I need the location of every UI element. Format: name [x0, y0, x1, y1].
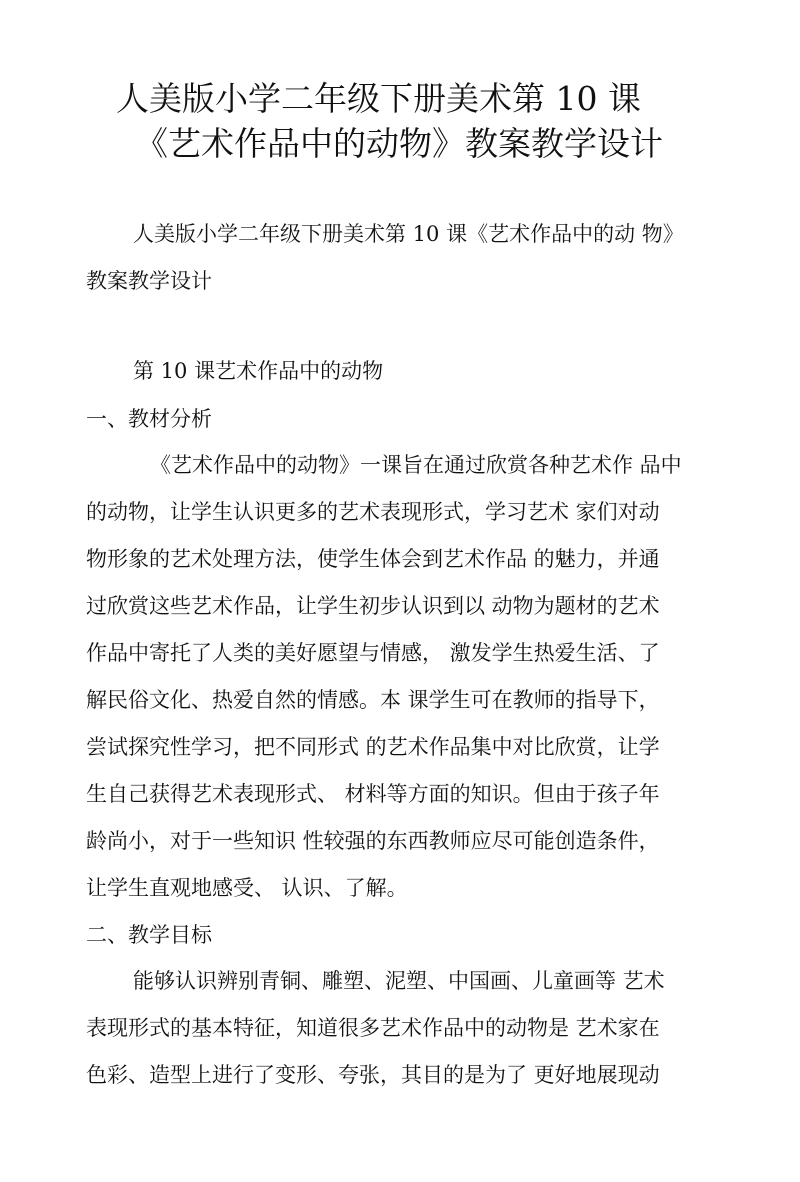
analysis-line-9: 龄尚小，对于一些知识 性较强的东西教师应尽可能创造条件，: [86, 829, 660, 853]
document-title-line-1: 人美版小学二年级下册美术第 10 课: [116, 79, 641, 118]
analysis-line-7: 尝试探究性学习，把不同形式 的艺术作品集中对比欣赏，让学: [86, 735, 660, 759]
analysis-line-4: 过欣赏这些艺术作品，让学生初步认识到以 动物为题材的艺术: [86, 594, 660, 618]
analysis-line-1: 《艺术作品中的动物》一课旨在通过欣赏各种艺术作 品中: [150, 453, 682, 477]
analysis-line-6: 解民俗文化、热爱自然的情感。本 课学生可在教师的指导下，: [86, 688, 660, 712]
analysis-line-2: 的动物，让学生认识更多的艺术表现形式，学习艺术 家们对动: [86, 500, 660, 524]
goals-line-1: 能够认识辨别青铜、雕塑、泥塑、中国画、儿童画等 艺术: [133, 969, 665, 993]
analysis-line-5: 作品中寄托了人类的美好愿望与情感， 激发学生热爱生活、了: [86, 641, 660, 665]
analysis-line-8: 生自己获得艺术表现形式、 材料等方面的知识。但由于孩子年: [86, 782, 660, 806]
document-title-line-2: 《艺术作品中的动物》教案教学设计: [135, 124, 663, 163]
goals-line-2: 表现形式的基本特征，知道很多艺术作品中的动物是 艺术家在: [86, 1016, 660, 1040]
section-heading-analysis: 一、教材分析: [86, 407, 212, 431]
goals-line-3: 色彩、造型上进行了变形、夸张，其目的是为了 更好地展现动: [86, 1063, 660, 1087]
intro-line-1: 人美版小学二年级下册美术第 10 课《艺术作品中的动 物》: [133, 222, 684, 246]
section-heading-goals: 二、教学目标: [86, 923, 212, 947]
lesson-title: 第 10 课艺术作品中的动物: [133, 359, 384, 383]
analysis-line-3: 物形象的艺术处理方法，使学生体会到艺术作品 的魅力，并通: [86, 547, 660, 571]
analysis-line-10: 让学生直观地感受、 认识、了解。: [86, 876, 408, 900]
intro-line-2: 教案教学设计: [86, 269, 212, 293]
